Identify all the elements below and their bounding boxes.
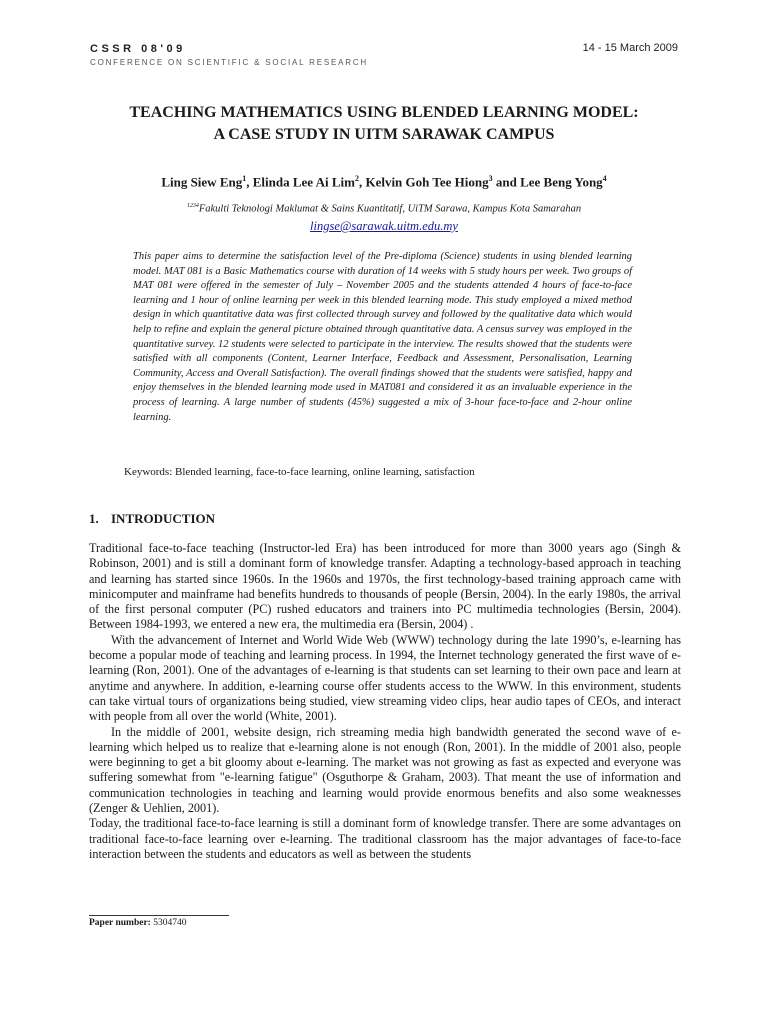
affiliation-mark: 1234 [186, 203, 199, 209]
paper-title [60, 102, 708, 146]
author-separator: and [492, 174, 521, 190]
author-separator: , [246, 174, 253, 190]
author-affiliation-mark: 3 [488, 174, 493, 183]
conference-name: CONFERENCE ON SCIENTIFIC & SOCIAL RESEARCH [90, 58, 368, 67]
conference-code: CSSR 08'09 [90, 43, 186, 55]
paragraph: Traditional face-to-face teaching (Instructor-led Era) has been introduced for more than 3000 years ago (Singh & Robinson, 2001) and is still a dominant form of knowledge transfer. Adapting a technology-based approach in teaching and learning has started since 1960s. In the 1960s and 1970s, the first technology-based training approach came with minicomputer and mainframe had benefits hundreds to thousands of people (Bersin, 2004). In the early 1980s, the arrival of the first personal computer (PC) rushed educators and trainers into PC multimedia technologies (Bersin, 2004). Between 1984-1993, we entered a new era, the multimedia era (Bersin, 2004) . [89, 541, 681, 632]
paragraph: Today, the traditional face-to-face learning is still a dominant form of knowledge transfer. There are some advantages on traditional face-to-face learning over e-learning. The traditional classroom has the major advantages of face-to-face interaction between the students and educators as well as between the students [89, 816, 681, 861]
author-name: Ling Siew Eng [161, 174, 243, 190]
paragraph: In the middle of 2001, website design, rich streaming media high bandwidth generated the second wave of e-learning which helped us to realize that e-learning alone is not enough (Ron, 2001). In the middle of 2001 also, people were beginning to get a bit gloomy about e-learning. The market was not growing as fast as expected and everyone was suffering somewhat from "e-learning fatigue" (Osguthorpe & Graham, 2003). That meant the use of information and communication technologies in teaching and learning would provide enormous benefits and also some weaknesses (Zenger & Uehlien, 2001). [89, 724, 681, 816]
title-line: TEACHING MATHEMATICS USING BLENDED LEARNING MODEL: [129, 104, 639, 121]
author-affiliation-mark: 1 [242, 174, 247, 183]
author-name: Kelvin Goh Tee Hiong [365, 174, 489, 190]
conference-header [90, 43, 368, 67]
section-title: INTRODUCTION [111, 511, 216, 526]
affiliation [60, 203, 708, 215]
introduction-body [89, 541, 681, 862]
affiliation-text: Fakulti Teknologi Maklumat & Sains Kuantitatif, UiTM Sarawa, Kampus Kota Samarahan [198, 203, 582, 215]
footer-divider [89, 915, 229, 916]
author-affiliation-mark: 4 [602, 174, 607, 183]
paper-number [89, 918, 186, 928]
author-list [60, 174, 708, 190]
author-affiliation-mark: 2 [354, 174, 359, 183]
author-separator: , [358, 174, 366, 190]
section-heading [89, 511, 215, 527]
title-line: A CASE STUDY IN UITM SARAWAK CAMPUS [213, 126, 555, 143]
author-name: Lee Beng Yong [520, 174, 603, 190]
author-name: Elinda Lee Ai Lim [252, 174, 355, 190]
section-number: 1. [89, 511, 99, 526]
conference-date: 14 - 15 March 2009 [582, 42, 678, 54]
paragraph: With the advancement of Internet and World Wide Web (WWW) technology during the late 1990’s, e-learning has become a popular mode of teaching and learning process. In 1994, the Internet technology generated the first wave of e-learning (Ron, 2001). One of the advantages of e-learning is that students can set learning to their own pace and learn at anytime and anywhere. In addition, e-learning course offer students access to the WWW. In this environment, students can take virtual tours of organizations being studied, view streaming video clips, hear audio tapes of CEOs, and interact with people from all over the world (White, 2001). [89, 632, 681, 724]
paper-number-label: Paper number: [89, 918, 151, 928]
paper-number-value: 5304740 [153, 918, 187, 928]
abstract: This paper aims to determine the satisfaction level of the Pre-diploma (Science) students in using blended learning model. MAT 081 is a Basic Mathematics course with duration of 14 weeks with 5 study hours per week. Two groups of MAT 081 were offered in the semester of July – November 2005 and the students attended 4 hours of face-to-face learning and 1 hour of online learning per week in this blended learning mode. This study employed a mixed method design in which quantitative data was first collected through survey and followed by the qualitative data which would help to refine and explain the general picture obtained through quantitative data. A census survey was employed in the quantitative survey. 12 students were selected to participate in the interview. The results showed that the students were satisfied with all components (Content, Learner Interface, Feedback and Assessment, Personalisation, Learning Community, Access and Overall Satisfaction). The overall findings showed that the students were satisfied, happy and enjoy themselves in the blended learning mode used in MAT081 and considered it as an invaluable experience in the process of learning. A large number of students (45%) suggested a mix of 3-hour face-to-face and 2-hour online learning. [133, 251, 632, 423]
contact-email[interactable]: lingse@sarawak.uitm.edu.my [310, 219, 458, 233]
keywords: Keywords: Blended learning, face-to-face learning, online learning, satisfaction [124, 466, 475, 478]
